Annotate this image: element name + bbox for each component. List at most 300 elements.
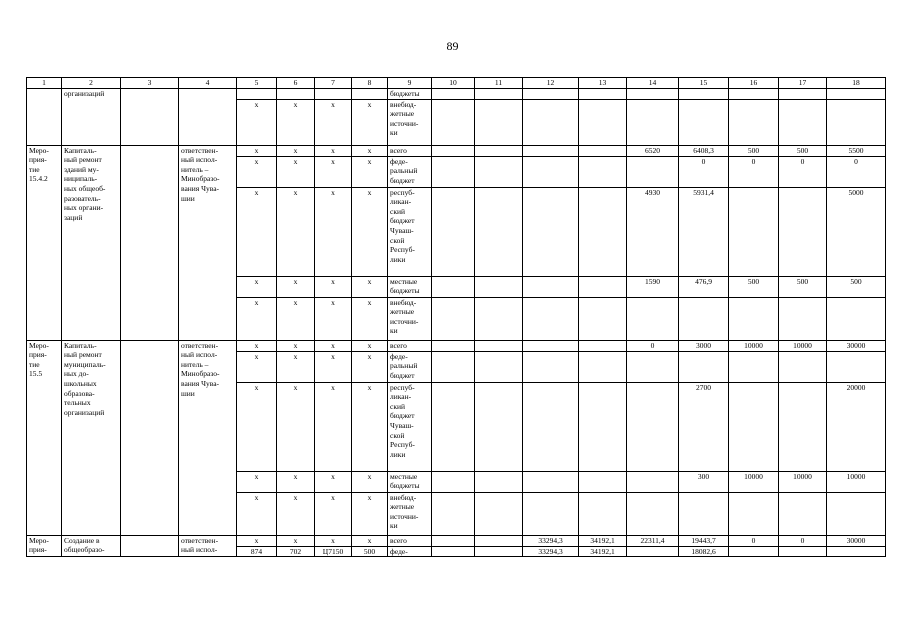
cell: 874 xyxy=(237,546,277,557)
text-line: ской xyxy=(390,430,405,440)
text-line: ных органи- xyxy=(64,203,104,213)
cell xyxy=(388,99,432,145)
cell xyxy=(679,297,729,340)
cell xyxy=(779,89,827,100)
text-line: феде- xyxy=(390,351,408,361)
cell xyxy=(679,351,729,382)
table-row xyxy=(27,89,886,100)
cell: х xyxy=(237,187,277,276)
text-line: ных до- xyxy=(64,369,89,379)
cell: х xyxy=(352,340,388,351)
cell xyxy=(475,382,523,471)
text-line: источни- xyxy=(390,316,419,326)
cell xyxy=(827,99,886,145)
cell: 300 xyxy=(679,471,729,492)
cell: х xyxy=(277,471,315,492)
text-line: ответствен- xyxy=(181,535,219,545)
cell xyxy=(121,89,179,146)
cell: х xyxy=(237,471,277,492)
cell xyxy=(729,297,779,340)
cell: х xyxy=(352,145,388,156)
cell xyxy=(179,340,237,535)
budget-table xyxy=(26,77,886,557)
cell xyxy=(827,89,886,100)
cell xyxy=(729,546,779,557)
text-line: ответствен- xyxy=(181,340,219,350)
table-row xyxy=(27,145,886,156)
cell: х xyxy=(352,382,388,471)
cell: х xyxy=(277,187,315,276)
cell: х xyxy=(315,535,352,546)
text-line: ральный xyxy=(390,361,418,371)
cell xyxy=(475,276,523,297)
cell xyxy=(277,89,315,100)
cell xyxy=(579,99,627,145)
cell: х xyxy=(352,471,388,492)
text-line: ных общеоб- xyxy=(64,183,106,193)
cell: 500 xyxy=(779,276,827,297)
text-line: прия- xyxy=(29,545,47,555)
cell: х xyxy=(237,276,277,297)
cell: х xyxy=(315,99,352,145)
cell: 0 xyxy=(729,156,779,187)
cell: х xyxy=(315,471,352,492)
cell xyxy=(432,340,475,351)
cell: всего xyxy=(388,340,432,351)
column-header: 1 xyxy=(27,78,62,89)
cell xyxy=(523,340,579,351)
cell xyxy=(179,145,237,340)
cell xyxy=(579,471,627,492)
cell xyxy=(432,187,475,276)
cell xyxy=(475,340,523,351)
column-header: 6 xyxy=(277,78,315,89)
cell xyxy=(679,99,729,145)
cell: 500 xyxy=(352,546,388,557)
cell: х xyxy=(352,351,388,382)
cell xyxy=(27,145,62,340)
cell xyxy=(432,145,475,156)
cell: х xyxy=(315,382,352,471)
text-line: тие xyxy=(29,164,40,174)
cell: х xyxy=(315,156,352,187)
cell: 30000 xyxy=(827,535,886,546)
column-header: 17 xyxy=(779,78,827,89)
cell xyxy=(523,99,579,145)
cell xyxy=(432,276,475,297)
cell xyxy=(779,492,827,535)
cell: х xyxy=(315,297,352,340)
cell xyxy=(475,535,523,546)
cell: 0 xyxy=(729,535,779,546)
text-line: Респуб- xyxy=(390,440,415,450)
cell xyxy=(729,89,779,100)
text-line: Респуб- xyxy=(390,245,415,255)
cell xyxy=(579,89,627,100)
cell xyxy=(729,382,779,471)
text-line: бюджеты xyxy=(390,481,420,491)
cell: феде- xyxy=(388,546,432,557)
text-line: внебюд- xyxy=(390,492,417,502)
cell xyxy=(432,89,475,100)
text-line: ответствен- xyxy=(181,145,219,155)
cell xyxy=(729,492,779,535)
text-line: бюджет xyxy=(390,216,415,226)
text-line: ный ремонт xyxy=(64,350,102,360)
cell xyxy=(475,297,523,340)
cell xyxy=(523,187,579,276)
column-number-row xyxy=(27,78,886,89)
text-line: ки xyxy=(390,521,398,531)
cell: 476,9 xyxy=(679,276,729,297)
text-line: ральный xyxy=(390,166,418,176)
cell xyxy=(432,535,475,546)
cell: 5931,4 xyxy=(679,187,729,276)
cell xyxy=(179,89,237,146)
text-line: ликан- xyxy=(390,392,412,402)
text-line: бюджет xyxy=(390,370,415,380)
cell xyxy=(475,492,523,535)
cell xyxy=(27,535,62,557)
text-line: Меро- xyxy=(29,340,49,350)
text-line: респуб- xyxy=(390,382,415,392)
cell xyxy=(523,382,579,471)
cell: 500 xyxy=(779,145,827,156)
cell xyxy=(121,340,179,535)
cell xyxy=(627,99,679,145)
cell xyxy=(827,297,886,340)
text-line: местные xyxy=(390,471,418,481)
cell: х xyxy=(237,297,277,340)
text-line: прия- xyxy=(29,155,47,165)
text-line: жетные xyxy=(390,502,415,512)
cell: всего xyxy=(388,535,432,546)
text-line: бюджет xyxy=(390,411,415,421)
cell xyxy=(388,276,432,297)
cell xyxy=(388,297,432,340)
cell: 34192,1 xyxy=(579,535,627,546)
cell xyxy=(679,492,729,535)
cell xyxy=(627,156,679,187)
cell xyxy=(388,382,432,471)
text-line: внебюд- xyxy=(390,99,417,109)
text-line: ликан- xyxy=(390,197,412,207)
text-line: организаций xyxy=(64,407,105,417)
cell: х xyxy=(237,351,277,382)
cell: х xyxy=(352,276,388,297)
text-line: тие xyxy=(29,359,40,369)
cell: 1590 xyxy=(627,276,679,297)
cell xyxy=(62,145,121,340)
column-header: 2 xyxy=(62,78,121,89)
column-header: 15 xyxy=(679,78,729,89)
cell: 702 xyxy=(277,546,315,557)
cell: х xyxy=(237,156,277,187)
text-line: Чуваш- xyxy=(390,420,414,430)
cell xyxy=(627,492,679,535)
cell xyxy=(237,89,277,100)
text-line: ки xyxy=(390,326,398,336)
cell: х xyxy=(237,99,277,145)
cell: 10000 xyxy=(729,340,779,351)
column-header: 3 xyxy=(121,78,179,89)
text-line: ский xyxy=(390,206,405,216)
text-line: шии xyxy=(181,193,195,203)
cell: организаций xyxy=(62,89,121,146)
cell: х xyxy=(352,99,388,145)
cell: 6408,3 xyxy=(679,145,729,156)
cell: 0 xyxy=(679,156,729,187)
text-line: источни- xyxy=(390,118,419,128)
text-line: жетные xyxy=(390,109,415,119)
text-line: муниципаль- xyxy=(64,359,106,369)
cell: 19443,7 xyxy=(679,535,729,546)
text-line: 15.5 xyxy=(29,369,43,379)
cell: 33294,3 xyxy=(523,535,579,546)
cell xyxy=(432,546,475,557)
cell xyxy=(627,546,679,557)
cell xyxy=(523,297,579,340)
page-number: 89 xyxy=(446,39,459,53)
cell xyxy=(523,89,579,100)
cell: х xyxy=(237,492,277,535)
cell xyxy=(523,471,579,492)
text-line: ный испол- xyxy=(181,155,218,165)
cell xyxy=(315,89,352,100)
cell: х xyxy=(277,340,315,351)
text-line: Чуваш- xyxy=(390,225,414,235)
cell: х xyxy=(277,156,315,187)
cell: х xyxy=(352,297,388,340)
cell xyxy=(475,156,523,187)
cell xyxy=(729,99,779,145)
cell: х xyxy=(352,156,388,187)
cell xyxy=(62,340,121,535)
cell xyxy=(779,546,827,557)
cell xyxy=(352,89,388,100)
cell xyxy=(388,156,432,187)
column-header: 7 xyxy=(315,78,352,89)
cell xyxy=(121,145,179,340)
cell xyxy=(579,297,627,340)
cell: х xyxy=(315,145,352,156)
text-line: лики xyxy=(390,449,406,459)
text-line: образова- xyxy=(64,388,95,398)
cell: 0 xyxy=(779,535,827,546)
text-line: лики xyxy=(390,254,406,264)
text-line: ный испол- xyxy=(181,545,218,555)
cell: 10000 xyxy=(827,471,886,492)
cell xyxy=(627,382,679,471)
text-line: нитель – xyxy=(181,359,209,369)
text-line: Меро- xyxy=(29,145,49,155)
column-header: 11 xyxy=(475,78,523,89)
cell: 0 xyxy=(627,340,679,351)
cell xyxy=(432,156,475,187)
cell: х xyxy=(277,535,315,546)
cell: х xyxy=(315,340,352,351)
cell: 18082,6 xyxy=(679,546,729,557)
text-line: ный испол- xyxy=(181,350,218,360)
cell: х xyxy=(237,145,277,156)
cell xyxy=(627,351,679,382)
cell xyxy=(827,351,886,382)
column-header: 4 xyxy=(179,78,237,89)
cell: 10000 xyxy=(779,340,827,351)
text-line: заций xyxy=(64,212,83,222)
cell: 5500 xyxy=(827,145,886,156)
cell xyxy=(27,340,62,535)
text-line: зданий му- xyxy=(64,164,99,174)
column-header: 10 xyxy=(432,78,475,89)
cell xyxy=(579,276,627,297)
cell xyxy=(523,492,579,535)
cell xyxy=(475,145,523,156)
cell xyxy=(475,99,523,145)
cell: х xyxy=(277,492,315,535)
cell xyxy=(779,351,827,382)
cell xyxy=(121,535,179,557)
cell: 4930 xyxy=(627,187,679,276)
cell: х xyxy=(315,492,352,535)
cell: 10000 xyxy=(729,471,779,492)
cell: х xyxy=(352,492,388,535)
column-header: 8 xyxy=(352,78,388,89)
cell xyxy=(432,492,475,535)
cell: х xyxy=(315,276,352,297)
cell xyxy=(432,297,475,340)
cell: 22311,4 xyxy=(627,535,679,546)
cell: всего xyxy=(388,145,432,156)
text-line: источни- xyxy=(390,511,419,521)
cell: бюджеты xyxy=(388,89,432,100)
cell: х xyxy=(315,187,352,276)
text-line: ниципаль- xyxy=(64,174,98,184)
cell: 6520 xyxy=(627,145,679,156)
cell xyxy=(579,145,627,156)
cell xyxy=(179,535,237,557)
column-header: 12 xyxy=(523,78,579,89)
cell xyxy=(432,99,475,145)
cell: х xyxy=(277,297,315,340)
cell: х xyxy=(237,382,277,471)
cell: х xyxy=(237,340,277,351)
text-line: школьных xyxy=(64,378,97,388)
text-line: общеобразо- xyxy=(64,545,105,555)
cell xyxy=(432,382,475,471)
cell: 500 xyxy=(827,276,886,297)
cell: 3000 xyxy=(679,340,729,351)
cell: Ц7150 xyxy=(315,546,352,557)
cell xyxy=(475,187,523,276)
text-line: внебюд- xyxy=(390,297,417,307)
cell xyxy=(729,187,779,276)
cell xyxy=(579,340,627,351)
text-line: разователь- xyxy=(64,193,101,203)
text-line: ской xyxy=(390,235,405,245)
cell: х xyxy=(277,276,315,297)
cell: 33294,3 xyxy=(523,546,579,557)
text-line: вания Чува- xyxy=(181,378,220,388)
cell xyxy=(523,351,579,382)
cell xyxy=(523,145,579,156)
cell xyxy=(827,546,886,557)
text-line: ный ремонт xyxy=(64,155,102,165)
cell: х xyxy=(352,535,388,546)
cell: 0 xyxy=(827,156,886,187)
cell xyxy=(62,535,121,557)
cell xyxy=(579,382,627,471)
text-line: прия- xyxy=(29,350,47,360)
cell: 34192,1 xyxy=(579,546,627,557)
cell xyxy=(432,471,475,492)
text-line: шии xyxy=(181,388,195,398)
cell xyxy=(475,351,523,382)
cell xyxy=(679,89,729,100)
cell xyxy=(827,492,886,535)
cell: х xyxy=(277,382,315,471)
text-line: респуб- xyxy=(390,187,415,197)
cell xyxy=(627,297,679,340)
text-line: Капиталь- xyxy=(64,340,97,350)
text-line: ский xyxy=(390,401,405,411)
cell: х xyxy=(352,187,388,276)
cell: 0 xyxy=(779,156,827,187)
column-header: 16 xyxy=(729,78,779,89)
text-line: вания Чува- xyxy=(181,183,220,193)
cell xyxy=(729,351,779,382)
cell xyxy=(779,187,827,276)
cell: 5000 xyxy=(827,187,886,276)
cell xyxy=(779,382,827,471)
cell xyxy=(388,492,432,535)
cell: 30000 xyxy=(827,340,886,351)
cell xyxy=(523,276,579,297)
cell: 500 xyxy=(729,276,779,297)
text-line: Минобразо- xyxy=(181,369,220,379)
cell xyxy=(779,297,827,340)
cell xyxy=(388,471,432,492)
text-line: Создание в xyxy=(64,535,100,545)
column-header: 18 xyxy=(827,78,886,89)
text-line: Капиталь- xyxy=(64,145,97,155)
cell xyxy=(779,99,827,145)
cell xyxy=(627,471,679,492)
cell: 500 xyxy=(729,145,779,156)
cell: 2700 xyxy=(679,382,729,471)
text-line: бюджет xyxy=(390,175,415,185)
text-line: ки xyxy=(390,128,398,138)
cell: х xyxy=(315,351,352,382)
text-line: местные xyxy=(390,276,418,286)
text-line: нитель – xyxy=(181,164,209,174)
cell xyxy=(475,471,523,492)
cell xyxy=(523,156,579,187)
cell xyxy=(579,492,627,535)
table-row xyxy=(27,535,886,546)
text-line: феде- xyxy=(390,156,408,166)
cell xyxy=(475,89,523,100)
column-header: 5 xyxy=(237,78,277,89)
cell xyxy=(388,187,432,276)
cell xyxy=(432,351,475,382)
text-line: тельных xyxy=(64,398,91,408)
cell: х xyxy=(277,351,315,382)
text-line: Минобразо- xyxy=(181,174,220,184)
text-line: бюджеты xyxy=(390,286,420,296)
cell xyxy=(27,89,62,146)
column-header: 14 xyxy=(627,78,679,89)
